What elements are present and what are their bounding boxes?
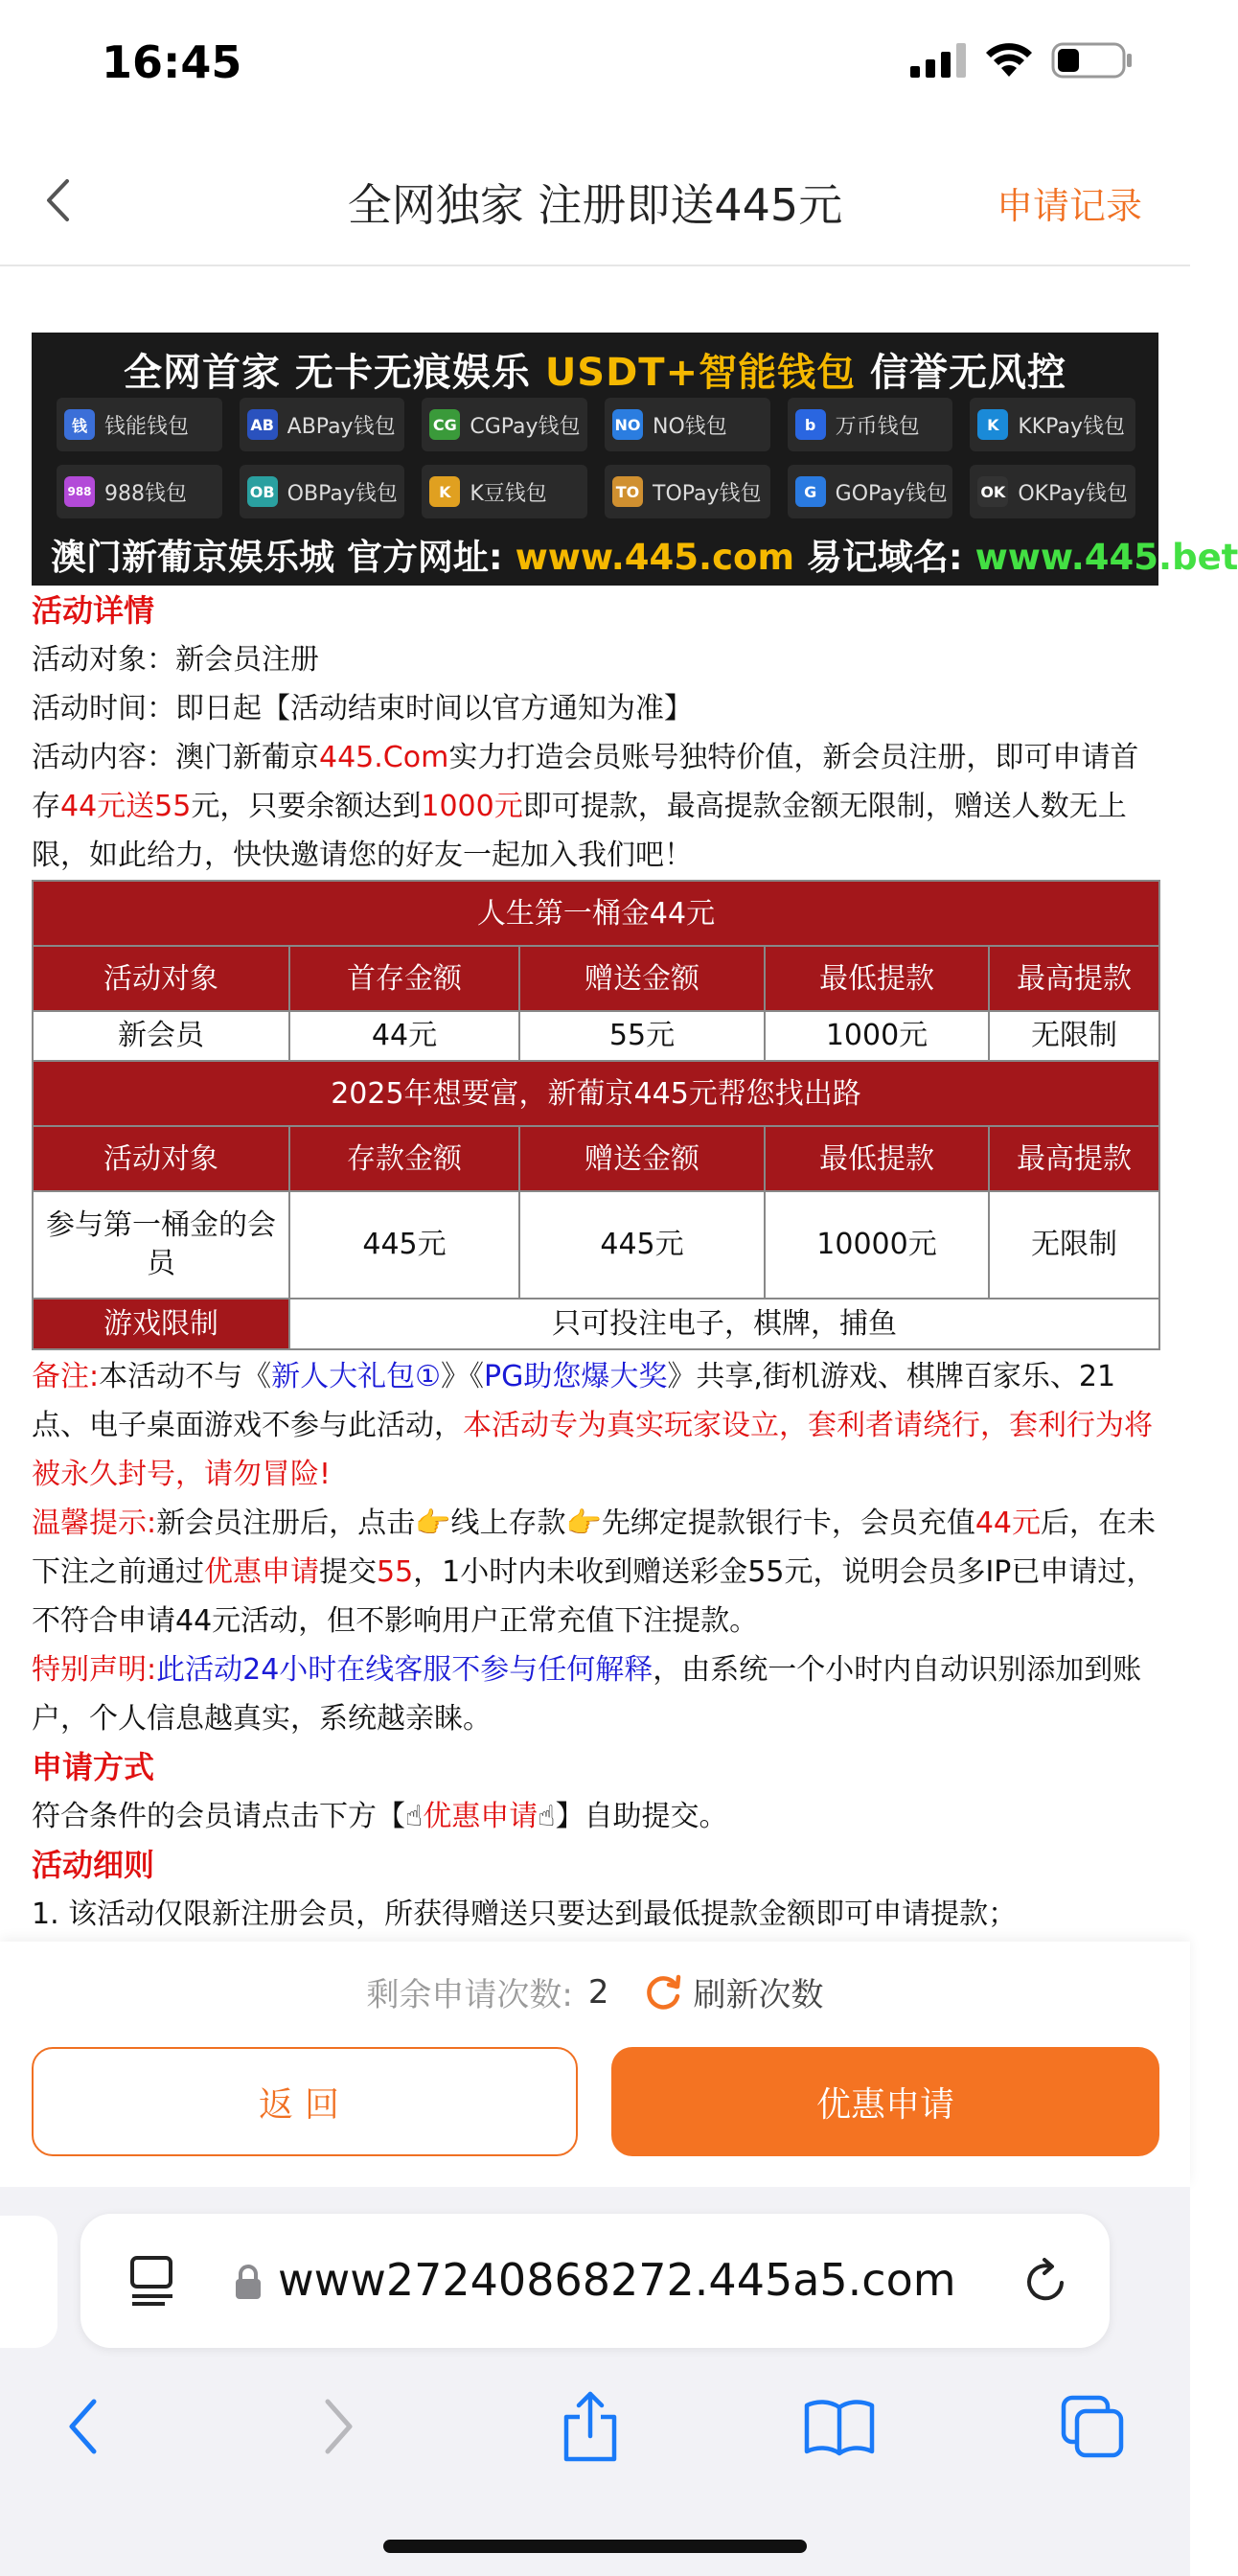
- table-cell: 44元: [289, 1011, 519, 1061]
- wallet-name: NO钱包: [653, 414, 727, 439]
- adjacent-tab[interactable]: [0, 2216, 57, 2348]
- special-label: 特别声明:: [32, 1653, 157, 1687]
- activity-content: [32, 586, 1160, 1939]
- official-url: www.445.com: [515, 537, 794, 578]
- tip-text: 后，在未下注之前通过: [32, 1506, 1157, 1589]
- refresh-count-button[interactable]: [642, 1968, 824, 2015]
- wallet-logo-icon: OK: [977, 476, 1008, 507]
- table-header-row: [33, 946, 1159, 1011]
- reload-icon[interactable]: [1021, 2254, 1071, 2308]
- chevron-left-icon: [66, 2398, 99, 2455]
- cellular-signal-icon: [910, 43, 966, 78]
- remaining-label: 剩余申请次数:: [366, 1976, 573, 2014]
- table-cell: 445元: [289, 1191, 519, 1299]
- return-button[interactable]: 返回: [32, 2047, 578, 2156]
- page-title: 全网独家 注册即送445元: [347, 179, 843, 231]
- table-header: 活动对象: [33, 1126, 289, 1191]
- banner-title-highlight: USDT+智能钱包: [544, 351, 857, 395]
- remark-note: [32, 1352, 1160, 1499]
- tip-highlight: 55: [377, 1555, 414, 1589]
- desc-text: 即可提款，最高提款金额无限制，赠送人数无上限，如此给力，快快邀请您的好友一起加入我们吧！: [32, 790, 1127, 872]
- tip-text: 提交: [319, 1555, 377, 1589]
- apply-method-heading: 申请方式: [32, 1749, 155, 1785]
- action-area: [0, 1942, 1190, 2187]
- browser-toolbar: [0, 2369, 1190, 2484]
- chevron-right-icon: [323, 2398, 355, 2455]
- wallet-name: K豆钱包: [470, 481, 547, 506]
- rule-item: 1. 该活动仅限新注册会员，所获得赠送只要达到最低提款金额即可申请提款；: [32, 1898, 1018, 1931]
- share-button[interactable]: [552, 2388, 629, 2465]
- wallet-name: OKPay钱包: [1018, 481, 1128, 506]
- wallet-logo-icon: K: [977, 409, 1008, 440]
- apply-text: 符合条件的会员请点击下方【: [32, 1800, 405, 1833]
- desc-highlight: 44元送55: [60, 790, 192, 823]
- special-text: ，由系统一个小时内自动识别添加到账户，个人信息越真实，系统越亲睐。: [32, 1653, 1142, 1736]
- address-bar[interactable]: [80, 2214, 1110, 2348]
- table-header: 赠送金额: [519, 1126, 765, 1191]
- remark-label: 备注:: [32, 1360, 100, 1393]
- wallet-item: [240, 465, 405, 518]
- table-title-1: 人生第一桶金44元: [33, 881, 1159, 946]
- wallet-logo-icon: 钱: [64, 409, 95, 440]
- wallet-logo-icon: TO: [612, 476, 643, 507]
- table-header-row: [33, 1126, 1159, 1191]
- wallet-logo-icon: K: [429, 476, 460, 507]
- table-title-row: [33, 1061, 1159, 1126]
- desc-highlight: 445.Com: [319, 741, 449, 774]
- book-icon: [803, 2398, 876, 2455]
- table-row: [33, 1011, 1159, 1061]
- tip-text: 新会员注册后，点击👉线上存款👉先绑定提款银行卡，会员充值: [156, 1506, 975, 1540]
- desc-text: 元，只要余额达到: [191, 790, 422, 823]
- activity-target: 活动对象：新会员注册: [32, 643, 319, 677]
- wallet-name: TOPay钱包: [653, 481, 762, 506]
- promo-table: [32, 880, 1160, 1350]
- lock-icon: [234, 2264, 263, 2300]
- table-header: 存款金额: [289, 1126, 519, 1191]
- battery-icon: [1052, 42, 1133, 79]
- wallet-item: [970, 465, 1135, 518]
- desc-highlight: 1000元: [421, 790, 523, 823]
- official-site-label: 澳门新葡京娱乐城 官方网址:: [51, 537, 516, 578]
- table-title-row: [33, 881, 1159, 946]
- tabs-icon: [1060, 2394, 1125, 2459]
- tip-text: ，1小时内未收到赠送彩金55元，说明会员多IP已申请过，不符合申请44元活动，但不影响用户正常充值下注提款。: [32, 1555, 1156, 1638]
- table-header: 最高提款: [989, 1126, 1159, 1191]
- table-row: [33, 1299, 1159, 1349]
- wallet-name: 988钱包: [104, 481, 187, 506]
- wallet-name: ABPay钱包: [287, 414, 396, 439]
- table-header: 活动对象: [33, 946, 289, 1011]
- wifi-icon: [985, 42, 1033, 79]
- activity-time: 活动时间：即日起【活动结束时间以官方通知为准】: [32, 692, 693, 725]
- wallet-logo-icon: NO: [612, 409, 643, 440]
- table-header: 赠送金额: [519, 946, 765, 1011]
- desc-text: 活动内容：澳门新葡京: [32, 741, 319, 774]
- tip-note: [32, 1499, 1160, 1645]
- wallet-name: 万币钱包: [835, 414, 920, 439]
- hand-icon: ☝: [538, 1800, 556, 1833]
- wallet-item: [605, 465, 770, 518]
- table-row: [33, 1191, 1159, 1299]
- wallet-logo-icon: OB: [247, 476, 278, 507]
- home-indicator: [383, 2540, 807, 2553]
- nav-header: [0, 134, 1190, 266]
- share-icon: [561, 2390, 620, 2463]
- wallet-item: [970, 398, 1135, 451]
- status-time: 16:45: [102, 36, 242, 88]
- tabs-button[interactable]: [1054, 2388, 1131, 2465]
- wallet-logo-icon: CG: [429, 409, 460, 440]
- wallet-item: [57, 465, 222, 518]
- table-cell: 55元: [519, 1011, 765, 1061]
- remark-text: 》《: [441, 1360, 485, 1393]
- wallet-item: [422, 465, 587, 518]
- apply-method-text: [32, 1792, 1160, 1841]
- rules-heading: 活动细则: [32, 1847, 155, 1883]
- bookmarks-button[interactable]: [801, 2388, 878, 2465]
- refresh-label: 刷新次数: [693, 1976, 824, 2014]
- status-icons: [910, 42, 1133, 79]
- remark-link: 新人大礼包①: [271, 1360, 442, 1393]
- url-text: www27240868272.445a5.com: [278, 2254, 956, 2306]
- table-title-2: 2025年想要富，新葡京445元帮您找出路: [33, 1061, 1159, 1126]
- table-header: 最低提款: [765, 1126, 989, 1191]
- tip-label: 温馨提示:: [32, 1506, 157, 1540]
- tip-highlight: 优惠申请: [204, 1555, 319, 1589]
- table-cell: 无限制: [989, 1011, 1159, 1061]
- banner-footer: [51, 528, 1238, 580]
- apply-text: 】自助提交。: [555, 1800, 728, 1833]
- special-statement: [32, 1645, 1160, 1743]
- browser-forward-button[interactable]: [301, 2388, 378, 2465]
- remark-warning: 本活动专为真实玩家设立，套利者请绕行，套利行为将被永久封号，请勿冒险!: [32, 1409, 1153, 1491]
- browser-bar: [0, 2187, 1190, 2576]
- wallet-name: CGPay钱包: [470, 414, 581, 439]
- remark-link: PG助您爆大奖: [484, 1360, 668, 1393]
- table-cell: 10000元: [765, 1191, 989, 1299]
- apply-record-link[interactable]: 申请记录: [996, 185, 1142, 227]
- table-header: 首存金额: [289, 946, 519, 1011]
- remark-text: 本活动不与《: [99, 1360, 272, 1393]
- easy-domain-label: 易记域名:: [794, 537, 975, 578]
- table-cell: 无限制: [989, 1191, 1159, 1299]
- wallet-item: [605, 398, 770, 451]
- wallet-name: 钱能钱包: [104, 414, 190, 439]
- banner-title-text-end: 信誉无风控: [856, 351, 1067, 395]
- table-cell: 新会员: [33, 1011, 289, 1061]
- wallet-item: [788, 398, 953, 451]
- wallet-logo-icon: 988: [64, 476, 95, 507]
- wallet-item: [788, 465, 953, 518]
- banner-title: [32, 342, 1158, 397]
- wallet-logo-icon: G: [795, 476, 826, 507]
- refresh-icon: [642, 1971, 684, 2013]
- table-header: 最高提款: [989, 946, 1159, 1011]
- table-cell: 445元: [519, 1191, 765, 1299]
- game-limit-label: 游戏限制: [33, 1299, 289, 1349]
- remaining-attempts: [0, 1968, 1190, 2015]
- wallet-name: GOPay钱包: [835, 481, 948, 506]
- activity-description: [32, 733, 1160, 880]
- table-header: 最低提款: [765, 946, 989, 1011]
- status-bar: [0, 0, 1190, 134]
- wallet-item: [422, 398, 587, 451]
- wallet-grid: [57, 398, 1135, 518]
- wallet-item: [240, 398, 405, 451]
- game-limit-value: 只可投注电子，棋牌，捕鱼: [289, 1299, 1159, 1349]
- promo-banner: [32, 333, 1238, 586]
- special-highlight: 此活动24小时在线客服不参与任何解释: [156, 1653, 653, 1687]
- wallet-name: KKPay钱包: [1018, 414, 1125, 439]
- wallet-logo-icon: b: [795, 409, 826, 440]
- wallet-item: [57, 398, 222, 451]
- wallet-logo-icon: AB: [247, 409, 278, 440]
- wallet-name: OBPay钱包: [287, 481, 398, 506]
- table-cell: 1000元: [765, 1011, 989, 1061]
- desc-text: 实力打造会员账号独特价值，新会员注册，即可申请首存: [32, 741, 1139, 823]
- hand-icon: ☝: [405, 1800, 424, 1833]
- remaining-count: 2: [587, 1972, 609, 2012]
- reader-mode-icon[interactable]: [128, 2254, 176, 2308]
- remark-text: 》共享,街机游戏、棋牌百家乐、21点、电子桌面游戏不参与此活动，: [32, 1360, 1116, 1442]
- details-heading: 活动详情: [32, 592, 155, 629]
- apply-highlight: 优惠申请: [423, 1800, 539, 1833]
- promo-apply-button[interactable]: 优惠申请: [611, 2047, 1159, 2156]
- tip-highlight: 44元: [974, 1506, 1042, 1540]
- banner-title-text: 全网首家 无卡无痕娱乐: [123, 351, 545, 395]
- easy-domain-url: www.445.bet: [974, 537, 1238, 578]
- table-cell: 参与第一桶金的会员: [33, 1191, 289, 1299]
- browser-back-button[interactable]: [44, 2388, 121, 2465]
